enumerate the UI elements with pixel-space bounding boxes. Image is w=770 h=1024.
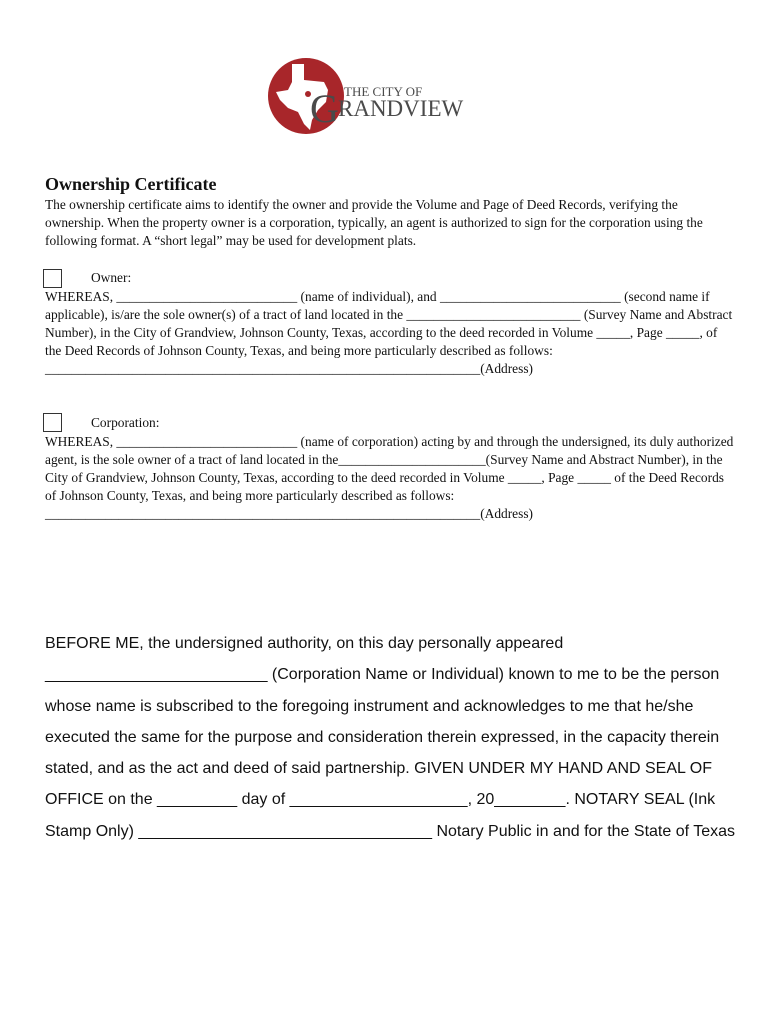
corporation-label: Corporation: [91,415,160,430]
owner-checkbox[interactable] [43,269,62,288]
city-of-grandview-logo [266,50,466,146]
page-title: Ownership Certificate [45,174,217,194]
corporation-checkbox[interactable] [43,413,62,432]
corporation-section-text: WHEREAS, ___________________________ (name of corporation) acting by and through the undersigned, its duly authorized agent, is the sole owner of a tract of land located in the______________________(Survey Name and Abstract Number), in the City of Grandview, Johnson County, Texas, according to the deed recorded in Volume _____, Page _____ of the Deed Records of Johnson County, Texas, and being more particularly described as follows: _________________________________________________________________(Address) [45,434,734,521]
owner-section-text: WHEREAS, ___________________________ (name of individual), and ___________________________ (second name if applicable), is/are the sole owner(s) of a tract of land located in the __________________________ (Survey Name and Abstract Number), in the City of Grandview, Johnson County, Texas, according to the deed recorded in Volume _____, Page _____, of the Deed Records of Johnson County, Texas, and being more particularly described as follows: _________________________________________________________________(Address) [45,289,733,376]
logo-line1: THE CITY OF [344,84,423,99]
logo-rest: RANDVIEW [338,96,464,121]
notary-acknowledgement: BEFORE ME, the undersigned authority, on this day personally appeared _________________________ (Corporation Name or Individual) known to me to be the person whose name is subscribed to the foregoing instrument and acknowledges to me that he/she executed the same for the purpose and consideration therein expressed, in the capacity therein stated, and as the act and deed of said partnership. GIVEN UNDER MY HAND AND SEAL OF OFFICE on the _________ day of ____________________, 20________. NOTARY SEAL (Ink Stamp Only) _________________________________ Notary Public in and for the State of Texas [45,635,735,840]
intro-paragraph: The ownership certificate aims to identify the owner and provide the Volume and Page of Deed Records, verifying the ownership. When the property owner is a corporation, typically, an agent is authorized to sign for the corporation using the following format. A “short legal” may be used for development plats. [45,197,703,248]
logo-initial: G [310,86,339,131]
owner-label: Owner: [91,270,132,285]
